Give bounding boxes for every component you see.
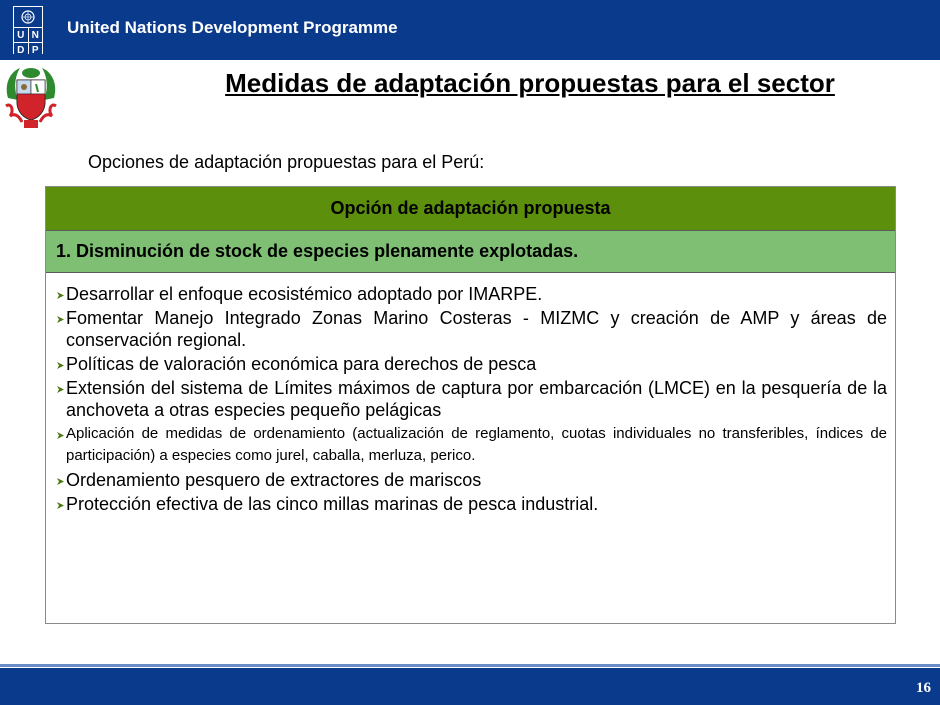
list-item — [56, 377, 887, 421]
measure-text: Políticas de valoración económica para derechos de pesca — [66, 354, 537, 374]
arrowhead-bullet-icon — [56, 361, 65, 370]
arrowhead-bullet-icon — [56, 385, 65, 394]
footer-bar — [0, 668, 940, 705]
measure-text: Ordenamiento pesquero de extractores de mariscos — [66, 470, 482, 490]
slide-title: Medidas de adaptación propuestas para el sector — [225, 68, 835, 98]
logo-letter: P — [29, 43, 43, 57]
header-bar — [0, 0, 940, 60]
logo-letter: N — [29, 28, 43, 42]
adaptation-table — [45, 186, 896, 624]
measure-text: Aplicación de medidas de ordenamiento (actualización de reglamento, cuotas individuales no transferibles, índices de participación) a especies como jurel, caballa, merluza, perico. — [66, 425, 887, 464]
organization-name: United Nations Development Programme — [67, 18, 398, 37]
list-item — [56, 307, 887, 351]
arrowhead-bullet-icon — [56, 501, 65, 510]
list-item — [56, 423, 887, 467]
table-header: Opción de adaptación propuesta — [46, 187, 895, 231]
logo-letter: D — [14, 43, 28, 57]
measures-list — [46, 273, 895, 515]
arrowhead-bullet-icon — [56, 431, 65, 440]
peru-coat-of-arms-icon — [2, 62, 60, 130]
measure-text: Protección efectiva de las cinco millas marinas de pesca industrial. — [66, 494, 599, 514]
arrowhead-bullet-icon — [56, 315, 65, 324]
footer-divider — [0, 664, 940, 667]
list-item — [56, 283, 887, 305]
arrowhead-bullet-icon — [56, 291, 65, 300]
logo-letter: U — [14, 28, 28, 42]
un-emblem-icon — [14, 7, 42, 27]
list-item — [56, 469, 887, 491]
page-number: 16 — [916, 680, 931, 696]
measure-text: Desarrollar el enfoque ecosistémico adoptado por IMARPE. — [66, 284, 543, 304]
undp-logo — [13, 6, 43, 54]
arrowhead-bullet-icon — [56, 477, 65, 486]
list-item — [56, 493, 887, 515]
list-item — [56, 353, 887, 375]
adaptation-option: 1. Disminución de stock de especies plenamente explotadas. — [46, 231, 895, 273]
slide-subtitle: Opciones de adaptación propuestas para el Perú: — [88, 152, 485, 172]
measure-text: Fomentar Manejo Integrado Zonas Marino Costeras - MIZMC y creación de AMP y áreas de conservación regional. — [66, 308, 887, 350]
measure-text: Extensión del sistema de Límites máximos de captura por embarcación (LMCE) en la pesquería de la anchoveta a otras especies pequeño pelágicas — [66, 378, 887, 420]
